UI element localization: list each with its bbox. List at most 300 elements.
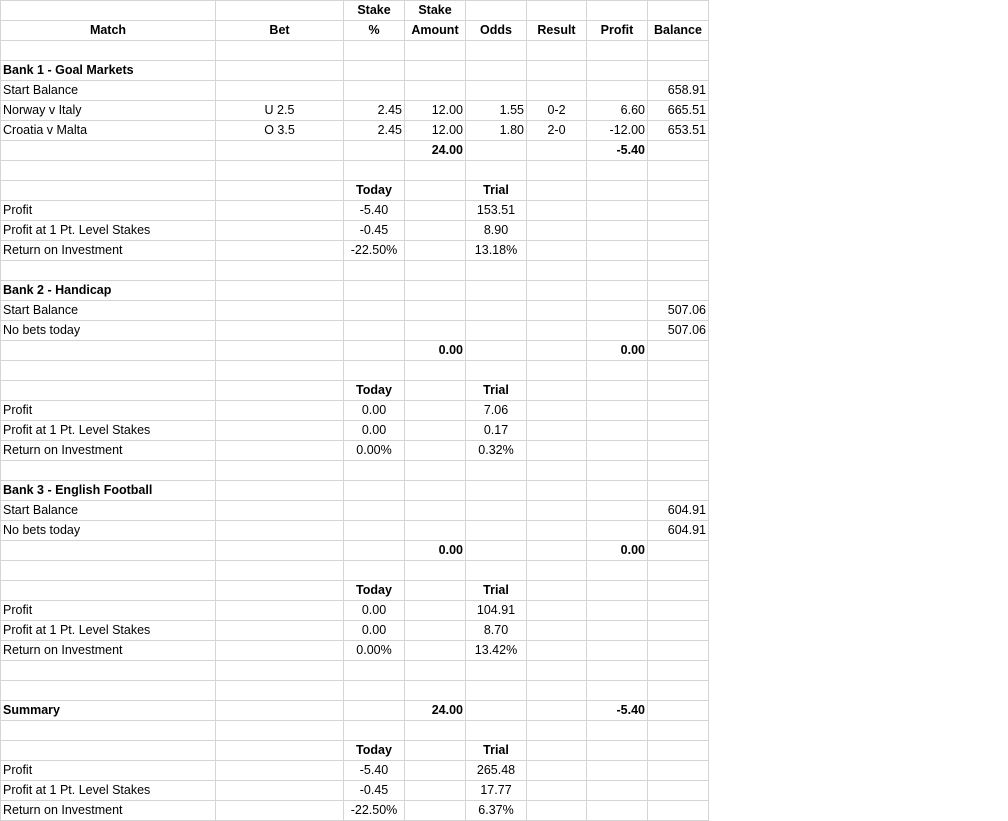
cell-profit[interactable]: [587, 181, 648, 201]
cell-bet[interactable]: [216, 541, 344, 561]
cell-odds[interactable]: 8.70: [466, 621, 527, 641]
cell-stake-pct[interactable]: [344, 481, 405, 501]
cell-profit[interactable]: [587, 161, 648, 181]
cell-result[interactable]: 0-2: [527, 101, 587, 121]
cell-balance[interactable]: [648, 141, 709, 161]
cell-odds[interactable]: [466, 61, 527, 81]
cell-stake-amount[interactable]: [405, 201, 466, 221]
cell-match[interactable]: Return on Investment: [1, 801, 216, 821]
cell-odds[interactable]: [466, 81, 527, 101]
cell-profit[interactable]: [587, 561, 648, 581]
cell-balance[interactable]: 507.06: [648, 301, 709, 321]
cell-balance[interactable]: [648, 281, 709, 301]
cell-odds[interactable]: Odds: [466, 21, 527, 41]
cell-profit[interactable]: [587, 241, 648, 261]
cell-stake-pct[interactable]: -5.40: [344, 201, 405, 221]
cell-result[interactable]: [527, 221, 587, 241]
cell-odds[interactable]: 8.90: [466, 221, 527, 241]
cell-bet[interactable]: [216, 181, 344, 201]
cell-profit[interactable]: [587, 61, 648, 81]
cell-bet[interactable]: [216, 621, 344, 641]
cell-result[interactable]: [527, 41, 587, 61]
cell-odds[interactable]: [466, 461, 527, 481]
cell-odds[interactable]: [466, 701, 527, 721]
cell-match[interactable]: No bets today: [1, 521, 216, 541]
cell-odds[interactable]: 153.51: [466, 201, 527, 221]
cell-stake-pct[interactable]: [344, 321, 405, 341]
cell-odds[interactable]: [466, 161, 527, 181]
cell-bet[interactable]: [216, 501, 344, 521]
cell-profit[interactable]: [587, 421, 648, 441]
cell-result[interactable]: [527, 581, 587, 601]
cell-bet[interactable]: O 3.5: [216, 121, 344, 141]
cell-bet[interactable]: [216, 801, 344, 821]
cell-odds[interactable]: [466, 1, 527, 21]
cell-result[interactable]: [527, 181, 587, 201]
cell-bet[interactable]: [216, 341, 344, 361]
cell-result[interactable]: [527, 1, 587, 21]
cell-profit[interactable]: [587, 681, 648, 701]
cell-odds[interactable]: 104.91: [466, 601, 527, 621]
cell-balance[interactable]: [648, 221, 709, 241]
cell-bet[interactable]: [216, 161, 344, 181]
cell-balance[interactable]: [648, 761, 709, 781]
cell-profit[interactable]: [587, 641, 648, 661]
cell-match[interactable]: [1, 181, 216, 201]
cell-result[interactable]: Result: [527, 21, 587, 41]
cell-odds[interactable]: [466, 661, 527, 681]
cell-profit[interactable]: [587, 761, 648, 781]
cell-bet[interactable]: [216, 661, 344, 681]
cell-stake-amount[interactable]: [405, 741, 466, 761]
cell-stake-amount[interactable]: [405, 381, 466, 401]
cell-result[interactable]: [527, 621, 587, 641]
cell-result[interactable]: [527, 441, 587, 461]
cell-stake-amount[interactable]: [405, 781, 466, 801]
cell-profit[interactable]: -5.40: [587, 141, 648, 161]
cell-result[interactable]: 2-0: [527, 121, 587, 141]
cell-stake-amount[interactable]: 0.00: [405, 341, 466, 361]
cell-bet[interactable]: [216, 201, 344, 221]
cell-balance[interactable]: [648, 801, 709, 821]
cell-result[interactable]: [527, 241, 587, 261]
cell-balance[interactable]: 665.51: [648, 101, 709, 121]
cell-stake-amount[interactable]: [405, 281, 466, 301]
cell-stake-pct[interactable]: [344, 281, 405, 301]
cell-balance[interactable]: 507.06: [648, 321, 709, 341]
cell-stake-pct[interactable]: [344, 301, 405, 321]
cell-result[interactable]: [527, 781, 587, 801]
cell-bet[interactable]: [216, 321, 344, 341]
cell-bet[interactable]: [216, 421, 344, 441]
cell-bet[interactable]: [216, 581, 344, 601]
cell-stake-amount[interactable]: [405, 241, 466, 261]
cell-match[interactable]: No bets today: [1, 321, 216, 341]
cell-odds[interactable]: 6.37%: [466, 801, 527, 821]
cell-match[interactable]: Profit at 1 Pt. Level Stakes: [1, 221, 216, 241]
cell-balance[interactable]: [648, 441, 709, 461]
cell-stake-pct[interactable]: [344, 521, 405, 541]
cell-match[interactable]: [1, 741, 216, 761]
cell-balance[interactable]: 658.91: [648, 81, 709, 101]
cell-stake-pct[interactable]: [344, 681, 405, 701]
cell-result[interactable]: [527, 161, 587, 181]
cell-match[interactable]: Start Balance: [1, 501, 216, 521]
cell-odds[interactable]: [466, 301, 527, 321]
cell-stake-amount[interactable]: [405, 561, 466, 581]
cell-match[interactable]: [1, 361, 216, 381]
cell-balance[interactable]: [648, 661, 709, 681]
cell-stake-pct[interactable]: [344, 541, 405, 561]
cell-result[interactable]: [527, 381, 587, 401]
cell-result[interactable]: [527, 561, 587, 581]
cell-stake-amount[interactable]: 24.00: [405, 701, 466, 721]
cell-stake-amount[interactable]: [405, 601, 466, 621]
cell-balance[interactable]: 604.91: [648, 501, 709, 521]
cell-odds[interactable]: [466, 41, 527, 61]
cell-stake-amount[interactable]: [405, 81, 466, 101]
cell-match[interactable]: Bank 2 - Handicap: [1, 281, 216, 301]
cell-profit[interactable]: [587, 1, 648, 21]
cell-odds[interactable]: [466, 261, 527, 281]
cell-balance[interactable]: [648, 641, 709, 661]
cell-match[interactable]: Start Balance: [1, 301, 216, 321]
cell-stake-pct[interactable]: -22.50%: [344, 801, 405, 821]
cell-result[interactable]: [527, 421, 587, 441]
cell-result[interactable]: [527, 521, 587, 541]
cell-odds[interactable]: [466, 561, 527, 581]
cell-balance[interactable]: [648, 61, 709, 81]
cell-stake-pct[interactable]: [344, 701, 405, 721]
cell-bet[interactable]: [216, 61, 344, 81]
cell-result[interactable]: [527, 401, 587, 421]
cell-stake-amount[interactable]: [405, 621, 466, 641]
cell-stake-amount[interactable]: [405, 521, 466, 541]
cell-profit[interactable]: [587, 361, 648, 381]
cell-bet[interactable]: [216, 381, 344, 401]
cell-result[interactable]: [527, 301, 587, 321]
cell-balance[interactable]: [648, 681, 709, 701]
cell-balance[interactable]: [648, 601, 709, 621]
cell-stake-pct[interactable]: -5.40: [344, 761, 405, 781]
cell-bet[interactable]: [216, 781, 344, 801]
cell-match[interactable]: Profit: [1, 601, 216, 621]
cell-stake-amount[interactable]: [405, 61, 466, 81]
cell-odds[interactable]: Trial: [466, 181, 527, 201]
cell-profit[interactable]: [587, 81, 648, 101]
cell-stake-pct[interactable]: [344, 561, 405, 581]
cell-bet[interactable]: [216, 81, 344, 101]
cell-stake-pct[interactable]: Stake: [344, 1, 405, 21]
cell-match[interactable]: [1, 461, 216, 481]
cell-profit[interactable]: [587, 501, 648, 521]
cell-profit[interactable]: [587, 781, 648, 801]
cell-stake-pct[interactable]: Today: [344, 741, 405, 761]
cell-result[interactable]: [527, 801, 587, 821]
cell-match[interactable]: Croatia v Malta: [1, 121, 216, 141]
cell-stake-pct[interactable]: %: [344, 21, 405, 41]
cell-balance[interactable]: [648, 421, 709, 441]
cell-profit[interactable]: [587, 201, 648, 221]
cell-balance[interactable]: [648, 241, 709, 261]
cell-match[interactable]: [1, 561, 216, 581]
cell-odds[interactable]: [466, 521, 527, 541]
cell-stake-pct[interactable]: [344, 341, 405, 361]
cell-stake-amount[interactable]: [405, 321, 466, 341]
cell-odds[interactable]: Trial: [466, 581, 527, 601]
cell-profit[interactable]: [587, 381, 648, 401]
cell-stake-amount[interactable]: [405, 261, 466, 281]
cell-result[interactable]: [527, 261, 587, 281]
cell-odds[interactable]: [466, 321, 527, 341]
cell-match[interactable]: Start Balance: [1, 81, 216, 101]
cell-stake-amount[interactable]: [405, 441, 466, 461]
cell-balance[interactable]: [648, 581, 709, 601]
cell-balance[interactable]: [648, 261, 709, 281]
cell-odds[interactable]: [466, 681, 527, 701]
cell-balance[interactable]: [648, 381, 709, 401]
cell-match[interactable]: [1, 381, 216, 401]
cell-bet[interactable]: [216, 701, 344, 721]
cell-profit[interactable]: [587, 521, 648, 541]
cell-profit[interactable]: [587, 321, 648, 341]
cell-bet[interactable]: [216, 301, 344, 321]
cell-profit[interactable]: [587, 621, 648, 641]
cell-balance[interactable]: [648, 701, 709, 721]
cell-stake-amount[interactable]: [405, 401, 466, 421]
cell-stake-pct[interactable]: [344, 141, 405, 161]
cell-profit[interactable]: [587, 461, 648, 481]
cell-stake-pct[interactable]: Today: [344, 581, 405, 601]
cell-bet[interactable]: [216, 241, 344, 261]
cell-profit[interactable]: 0.00: [587, 341, 648, 361]
cell-stake-amount[interactable]: Amount: [405, 21, 466, 41]
cell-match[interactable]: Bank 1 - Goal Markets: [1, 61, 216, 81]
cell-result[interactable]: [527, 281, 587, 301]
cell-bet[interactable]: [216, 361, 344, 381]
cell-match[interactable]: Return on Investment: [1, 441, 216, 461]
cell-odds[interactable]: 7.06: [466, 401, 527, 421]
cell-profit[interactable]: [587, 661, 648, 681]
cell-result[interactable]: [527, 141, 587, 161]
cell-match[interactable]: [1, 161, 216, 181]
cell-match[interactable]: Summary: [1, 701, 216, 721]
cell-odds[interactable]: 0.17: [466, 421, 527, 441]
cell-bet[interactable]: Bet: [216, 21, 344, 41]
cell-match[interactable]: Match: [1, 21, 216, 41]
cell-stake-amount[interactable]: [405, 721, 466, 741]
cell-stake-pct[interactable]: [344, 61, 405, 81]
cell-result[interactable]: [527, 761, 587, 781]
cell-profit[interactable]: [587, 801, 648, 821]
cell-balance[interactable]: [648, 341, 709, 361]
cell-balance[interactable]: [648, 181, 709, 201]
cell-odds[interactable]: Trial: [466, 741, 527, 761]
cell-match[interactable]: Profit at 1 Pt. Level Stakes: [1, 421, 216, 441]
cell-result[interactable]: [527, 681, 587, 701]
cell-stake-pct[interactable]: -0.45: [344, 781, 405, 801]
cell-stake-amount[interactable]: [405, 801, 466, 821]
cell-bet[interactable]: [216, 141, 344, 161]
cell-stake-amount[interactable]: 12.00: [405, 101, 466, 121]
cell-balance[interactable]: [648, 721, 709, 741]
cell-profit[interactable]: [587, 401, 648, 421]
cell-odds[interactable]: [466, 541, 527, 561]
cell-stake-pct[interactable]: Today: [344, 181, 405, 201]
cell-result[interactable]: [527, 661, 587, 681]
cell-stake-pct[interactable]: [344, 261, 405, 281]
cell-profit[interactable]: [587, 721, 648, 741]
cell-result[interactable]: [527, 541, 587, 561]
cell-bet[interactable]: [216, 681, 344, 701]
cell-stake-amount[interactable]: [405, 641, 466, 661]
cell-balance[interactable]: [648, 481, 709, 501]
cell-bet[interactable]: [216, 1, 344, 21]
cell-stake-amount[interactable]: 24.00: [405, 141, 466, 161]
cell-stake-pct[interactable]: 0.00%: [344, 641, 405, 661]
cell-balance[interactable]: [648, 461, 709, 481]
cell-result[interactable]: [527, 341, 587, 361]
cell-balance[interactable]: [648, 621, 709, 641]
cell-profit[interactable]: 0.00: [587, 541, 648, 561]
cell-stake-pct[interactable]: -22.50%: [344, 241, 405, 261]
cell-odds[interactable]: 1.80: [466, 121, 527, 141]
cell-odds[interactable]: 13.18%: [466, 241, 527, 261]
cell-odds[interactable]: 0.32%: [466, 441, 527, 461]
cell-match[interactable]: Profit: [1, 401, 216, 421]
cell-bet[interactable]: [216, 721, 344, 741]
cell-balance[interactable]: [648, 741, 709, 761]
cell-match[interactable]: [1, 141, 216, 161]
cell-stake-amount[interactable]: [405, 161, 466, 181]
cell-result[interactable]: [527, 201, 587, 221]
cell-result[interactable]: [527, 321, 587, 341]
cell-match[interactable]: [1, 721, 216, 741]
cell-odds[interactable]: [466, 501, 527, 521]
cell-profit[interactable]: [587, 41, 648, 61]
cell-bet[interactable]: [216, 441, 344, 461]
cell-odds[interactable]: [466, 481, 527, 501]
cell-bet[interactable]: [216, 401, 344, 421]
cell-stake-pct[interactable]: [344, 161, 405, 181]
cell-result[interactable]: [527, 601, 587, 621]
cell-profit[interactable]: Profit: [587, 21, 648, 41]
cell-bet[interactable]: [216, 761, 344, 781]
cell-stake-amount[interactable]: 12.00: [405, 121, 466, 141]
cell-bet[interactable]: [216, 561, 344, 581]
cell-stake-pct[interactable]: [344, 721, 405, 741]
cell-profit[interactable]: [587, 441, 648, 461]
cell-stake-amount[interactable]: [405, 181, 466, 201]
cell-match[interactable]: Return on Investment: [1, 241, 216, 261]
cell-profit[interactable]: 6.60: [587, 101, 648, 121]
cell-balance[interactable]: [648, 401, 709, 421]
cell-stake-pct[interactable]: 0.00: [344, 421, 405, 441]
cell-bet[interactable]: [216, 741, 344, 761]
cell-balance[interactable]: 653.51: [648, 121, 709, 141]
cell-balance[interactable]: Balance: [648, 21, 709, 41]
cell-stake-amount[interactable]: [405, 301, 466, 321]
cell-match[interactable]: [1, 541, 216, 561]
cell-bet[interactable]: [216, 601, 344, 621]
cell-odds[interactable]: 17.77: [466, 781, 527, 801]
cell-balance[interactable]: [648, 561, 709, 581]
cell-profit[interactable]: [587, 741, 648, 761]
cell-bet[interactable]: [216, 481, 344, 501]
cell-bet[interactable]: [216, 641, 344, 661]
cell-balance[interactable]: [648, 1, 709, 21]
cell-balance[interactable]: [648, 41, 709, 61]
cell-stake-pct[interactable]: 2.45: [344, 121, 405, 141]
cell-result[interactable]: [527, 721, 587, 741]
cell-stake-pct[interactable]: 0.00: [344, 401, 405, 421]
cell-result[interactable]: [527, 701, 587, 721]
cell-match[interactable]: [1, 41, 216, 61]
cell-result[interactable]: [527, 61, 587, 81]
cell-match[interactable]: [1, 1, 216, 21]
cell-bet[interactable]: [216, 461, 344, 481]
cell-odds[interactable]: Trial: [466, 381, 527, 401]
cell-stake-amount[interactable]: [405, 461, 466, 481]
cell-bet[interactable]: [216, 521, 344, 541]
cell-stake-amount[interactable]: [405, 661, 466, 681]
cell-stake-pct[interactable]: [344, 501, 405, 521]
cell-odds[interactable]: [466, 141, 527, 161]
cell-match[interactable]: Profit: [1, 201, 216, 221]
cell-match[interactable]: Bank 3 - English Football: [1, 481, 216, 501]
cell-stake-pct[interactable]: 0.00: [344, 621, 405, 641]
cell-stake-amount[interactable]: 0.00: [405, 541, 466, 561]
cell-odds[interactable]: 1.55: [466, 101, 527, 121]
cell-stake-amount[interactable]: [405, 581, 466, 601]
cell-match[interactable]: Profit: [1, 761, 216, 781]
cell-stake-pct[interactable]: 0.00%: [344, 441, 405, 461]
cell-stake-amount[interactable]: Stake: [405, 1, 466, 21]
cell-bet[interactable]: [216, 281, 344, 301]
cell-profit[interactable]: [587, 601, 648, 621]
cell-profit[interactable]: -12.00: [587, 121, 648, 141]
cell-result[interactable]: [527, 641, 587, 661]
cell-profit[interactable]: -5.40: [587, 701, 648, 721]
cell-stake-pct[interactable]: 0.00: [344, 601, 405, 621]
cell-profit[interactable]: [587, 581, 648, 601]
cell-odds[interactable]: [466, 341, 527, 361]
cell-balance[interactable]: [648, 201, 709, 221]
cell-bet[interactable]: [216, 41, 344, 61]
cell-stake-amount[interactable]: [405, 501, 466, 521]
cell-match[interactable]: [1, 661, 216, 681]
cell-stake-pct[interactable]: [344, 41, 405, 61]
cell-match[interactable]: [1, 261, 216, 281]
cell-result[interactable]: [527, 501, 587, 521]
cell-profit[interactable]: [587, 481, 648, 501]
cell-odds[interactable]: [466, 721, 527, 741]
cell-result[interactable]: [527, 741, 587, 761]
cell-balance[interactable]: [648, 541, 709, 561]
cell-odds[interactable]: [466, 281, 527, 301]
cell-bet[interactable]: U 2.5: [216, 101, 344, 121]
cell-balance[interactable]: 604.91: [648, 521, 709, 541]
cell-odds[interactable]: 13.42%: [466, 641, 527, 661]
cell-result[interactable]: [527, 481, 587, 501]
cell-match[interactable]: Norway v Italy: [1, 101, 216, 121]
cell-match[interactable]: Profit at 1 Pt. Level Stakes: [1, 781, 216, 801]
cell-profit[interactable]: [587, 281, 648, 301]
cell-profit[interactable]: [587, 261, 648, 281]
cell-bet[interactable]: [216, 261, 344, 281]
cell-stake-pct[interactable]: [344, 361, 405, 381]
cell-stake-amount[interactable]: [405, 361, 466, 381]
